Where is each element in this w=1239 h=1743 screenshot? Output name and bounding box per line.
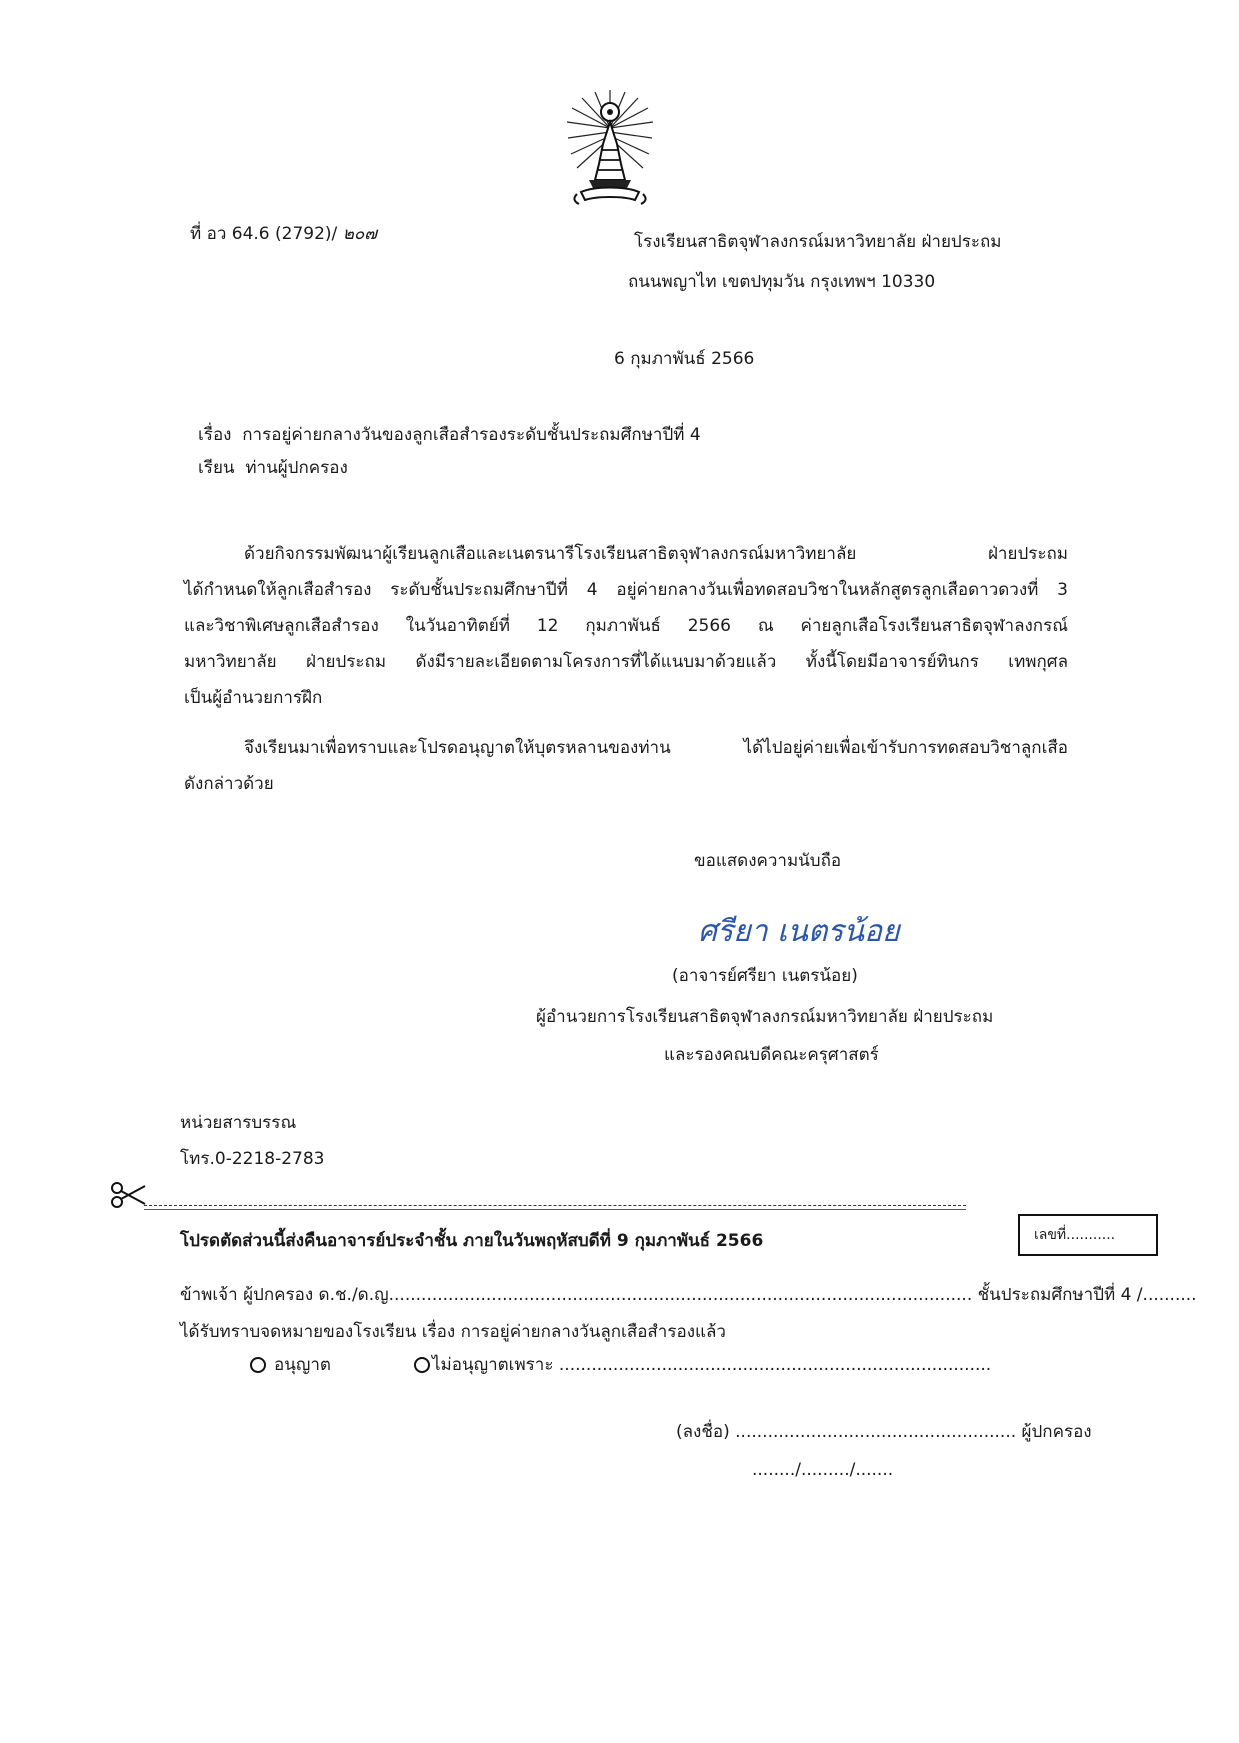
recipient-line xyxy=(198,456,348,480)
subject-line xyxy=(198,423,701,447)
body-line: เป็นผู้อำนวยการฝึก xyxy=(184,688,323,708)
guardian-signature-field[interactable]: .................................................... xyxy=(735,1422,1017,1442)
closing-salutation: ขอแสดงความนับถือ xyxy=(694,851,842,871)
body-paragraph-2 xyxy=(184,730,1068,802)
allow-radio-icon[interactable] xyxy=(250,1357,266,1373)
grade-field[interactable]: ชั้นประถมศึกษาปีที่ 4 /.......... xyxy=(977,1285,1197,1305)
reply-instruction: โปรดตัดส่วนนี้ส่งคืนอาจารย์ประจำชั้น ภายในวันพฤหัสบดีที่ 9 กุมภาพันธ์ 2566 xyxy=(180,1231,764,1251)
subject-text: การอยู่ค่ายกลางวันของลูกเสือสำรองระดับชั้นประถมศึกษาปีที่ 4 xyxy=(242,425,701,445)
reference-number xyxy=(190,222,377,246)
body-paragraph-1 xyxy=(184,536,1068,716)
recipient-text: ท่านผู้ปกครอง xyxy=(245,458,348,478)
reply-date-field[interactable]: ......../........./....... xyxy=(752,1460,894,1480)
reply-line-2: ได้รับทราบจดหมายของโรงเรียน เรื่อง การอยู่ค่ายกลางวันลูกเสือสำรองแล้ว xyxy=(180,1322,726,1342)
guardian-prefix: ข้าพเจ้า ผู้ปกครอง ด.ช./ด.ญ. xyxy=(180,1285,395,1305)
handwritten-signature: ศรียา เนตรน้อย xyxy=(698,914,900,949)
recipient-label: เรียน xyxy=(198,458,235,478)
guardian-signature-line xyxy=(676,1420,1092,1444)
contact-phone: โทร.0-2218-2783 xyxy=(180,1149,325,1169)
body-line: มหาวิทยาลัย ฝ่ายประถม ดังมีรายละเอียดตามโครงการที่ได้แนบมาด้วยแล้ว ทั้งนี้โดยมีอาจารย์ทินกร เทพกุศล xyxy=(184,652,1068,672)
school-crest-emblem xyxy=(565,88,655,210)
body-line: จึงเรียนมาเพื่อทราบและโปรดอนุญาตให้บุตรหลานของท่าน ได้ไปอยู่ค่ายเพื่อเข้ารับการทดสอบวิชาลูกเสือ xyxy=(244,738,1068,758)
signer-position-1: ผู้อำนวยการโรงเรียนสาธิตจุฬาลงกรณ์มหาวิทยาลัย ฝ่ายประถม xyxy=(536,1007,994,1027)
letter-date: 6 กุมภาพันธ์ 2566 xyxy=(614,349,755,369)
reference-handwritten: ๒๐๗ xyxy=(342,224,378,244)
deny-reason-field[interactable]: ................................................................................ xyxy=(558,1355,992,1375)
deny-label: ไม่อนุญาตเพราะ xyxy=(432,1355,554,1375)
body-line: ได้กำหนดให้ลูกเสือสำรอง ระดับชั้นประถมศึกษาปีที่ 4 อยู่ค่ายกลางวันเพื่อทดสอบวิชาในหลักสูตรลูกเสือดาวดวงที่ 3 xyxy=(184,580,1068,600)
body-line: ดังกล่าวด้วย xyxy=(184,774,274,794)
allow-label: อนุญาต xyxy=(274,1355,331,1375)
contact-unit: หน่วยสารบรรณ xyxy=(180,1113,297,1133)
sign-suffix: ผู้ปกครอง xyxy=(1021,1422,1092,1442)
cut-line-underline xyxy=(144,1209,966,1210)
school-name: โรงเรียนสาธิตจุฬาลงกรณ์มหาวิทยาลัย ฝ่ายประถม xyxy=(634,232,1002,252)
option-allow[interactable] xyxy=(250,1353,331,1377)
subject-label: เรื่อง xyxy=(198,425,232,445)
school-address: ถนนพญาไท เขตปทุมวัน กรุงเทพฯ 10330 xyxy=(628,272,936,292)
student-name-field[interactable]: ........................................................................................................... xyxy=(394,1285,973,1305)
scissors-icon xyxy=(110,1180,146,1210)
reference-number-text: ที่ อว 64.6 (2792)/ xyxy=(190,224,338,244)
deny-radio-icon[interactable] xyxy=(414,1357,430,1373)
body-line: และวิชาพิเศษลูกเสือสำรอง ในวันอาทิตย์ที่ 12 กุมภาพันธ์ 2566 ณ ค่ายลูกเสือโรงเรียนสาธิตจุฬาลงกรณ์ xyxy=(184,616,1068,636)
sign-prefix: (ลงชื่อ) xyxy=(676,1422,730,1442)
student-number-box[interactable]: เลขที่........... xyxy=(1018,1214,1158,1256)
signer-position-2: และรองคณบดีคณะครุศาสตร์ xyxy=(664,1045,879,1065)
body-line: ด้วยกิจกรรมพัฒนาผู้เรียนลูกเสือและเนตรนารีโรงเรียนสาธิตจุฬาลงกรณ์มหาวิทยาลัย ฝ่ายประถม xyxy=(244,544,1068,564)
option-deny[interactable] xyxy=(414,1353,991,1377)
cut-line xyxy=(144,1205,966,1206)
reply-line-1 xyxy=(180,1283,1197,1307)
signer-name: (อาจารย์ศรียา เนตรน้อย) xyxy=(672,966,858,986)
